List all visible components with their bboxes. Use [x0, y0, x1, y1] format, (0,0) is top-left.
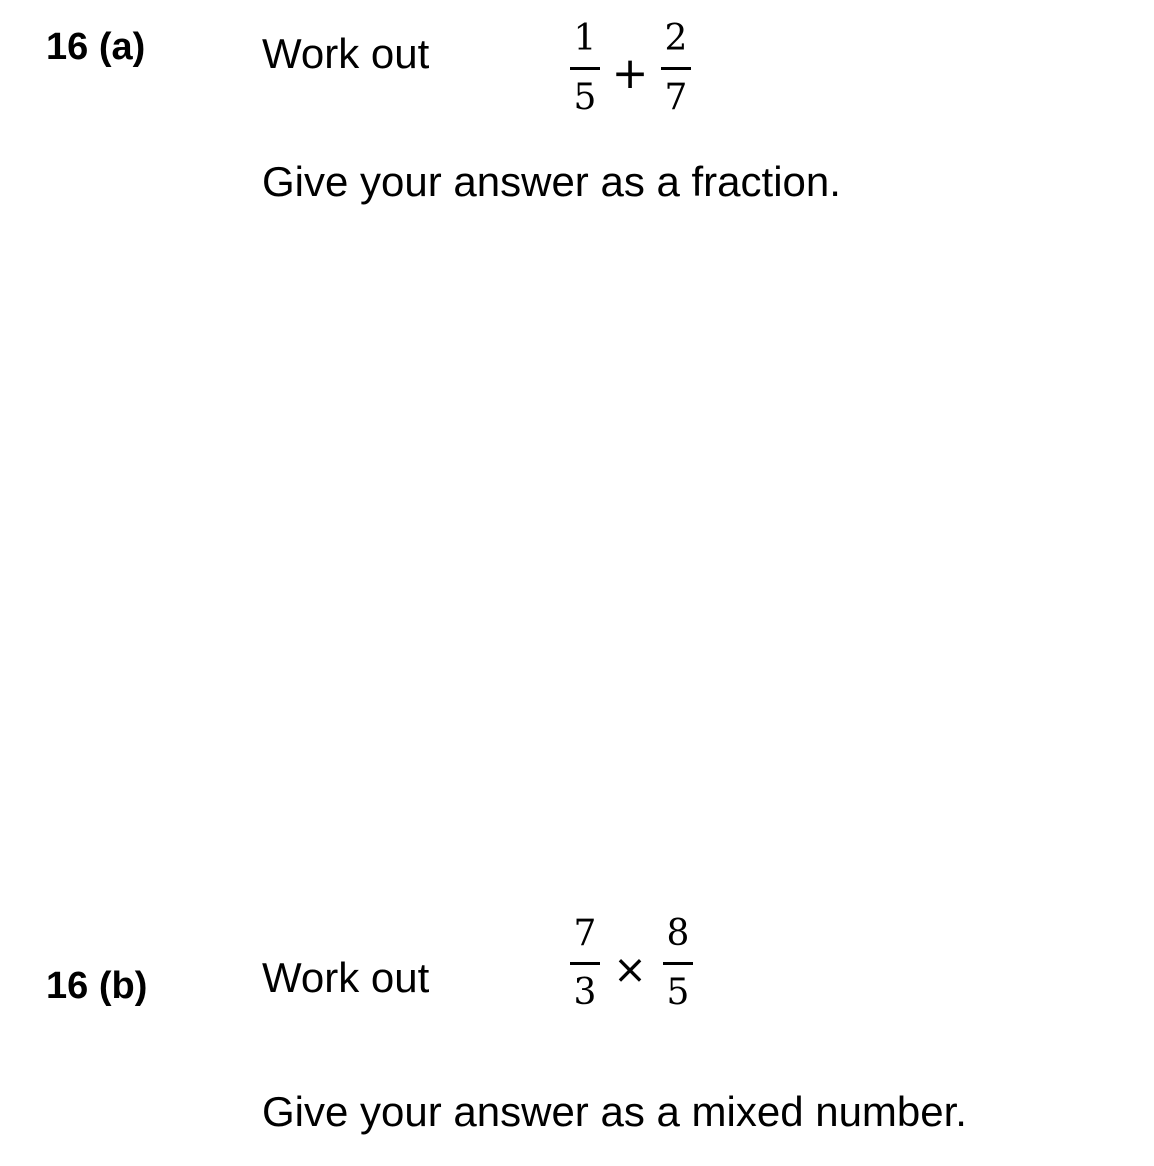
times-operator: ×	[613, 947, 647, 993]
fraction-bar	[661, 67, 691, 70]
fraction-b-left-denominator: 3	[573, 972, 597, 1013]
answer-format-a: Give your answer as a fraction.	[262, 158, 841, 205]
fraction-a-left-denominator: 5	[573, 77, 597, 118]
fraction-a-right-numerator: 2	[664, 18, 688, 59]
instruction-work-out-b: Work out	[262, 954, 430, 1001]
fraction-b-left	[565, 915, 605, 1012]
fraction-b-right-numerator: 8	[666, 913, 690, 954]
instruction-work-out-a: Work out	[262, 30, 430, 77]
fraction-a-right-denominator: 7	[664, 77, 688, 118]
fraction-a-left-numerator: 1	[573, 18, 597, 59]
fraction-a-right	[656, 20, 696, 117]
fraction-a-left	[565, 20, 605, 117]
fraction-b-left-numerator: 7	[573, 913, 597, 954]
fraction-b-right-denominator: 5	[666, 972, 690, 1013]
fraction-bar	[663, 962, 693, 965]
question-number-16a: 16 (a)	[46, 26, 146, 68]
fraction-bar	[570, 67, 600, 70]
fraction-b-right	[658, 915, 698, 1012]
fraction-bar	[570, 962, 600, 965]
question-number-16b: 16 (b)	[46, 965, 148, 1007]
plus-operator: +	[611, 48, 649, 99]
answer-format-b: Give your answer as a mixed number.	[262, 1088, 967, 1135]
